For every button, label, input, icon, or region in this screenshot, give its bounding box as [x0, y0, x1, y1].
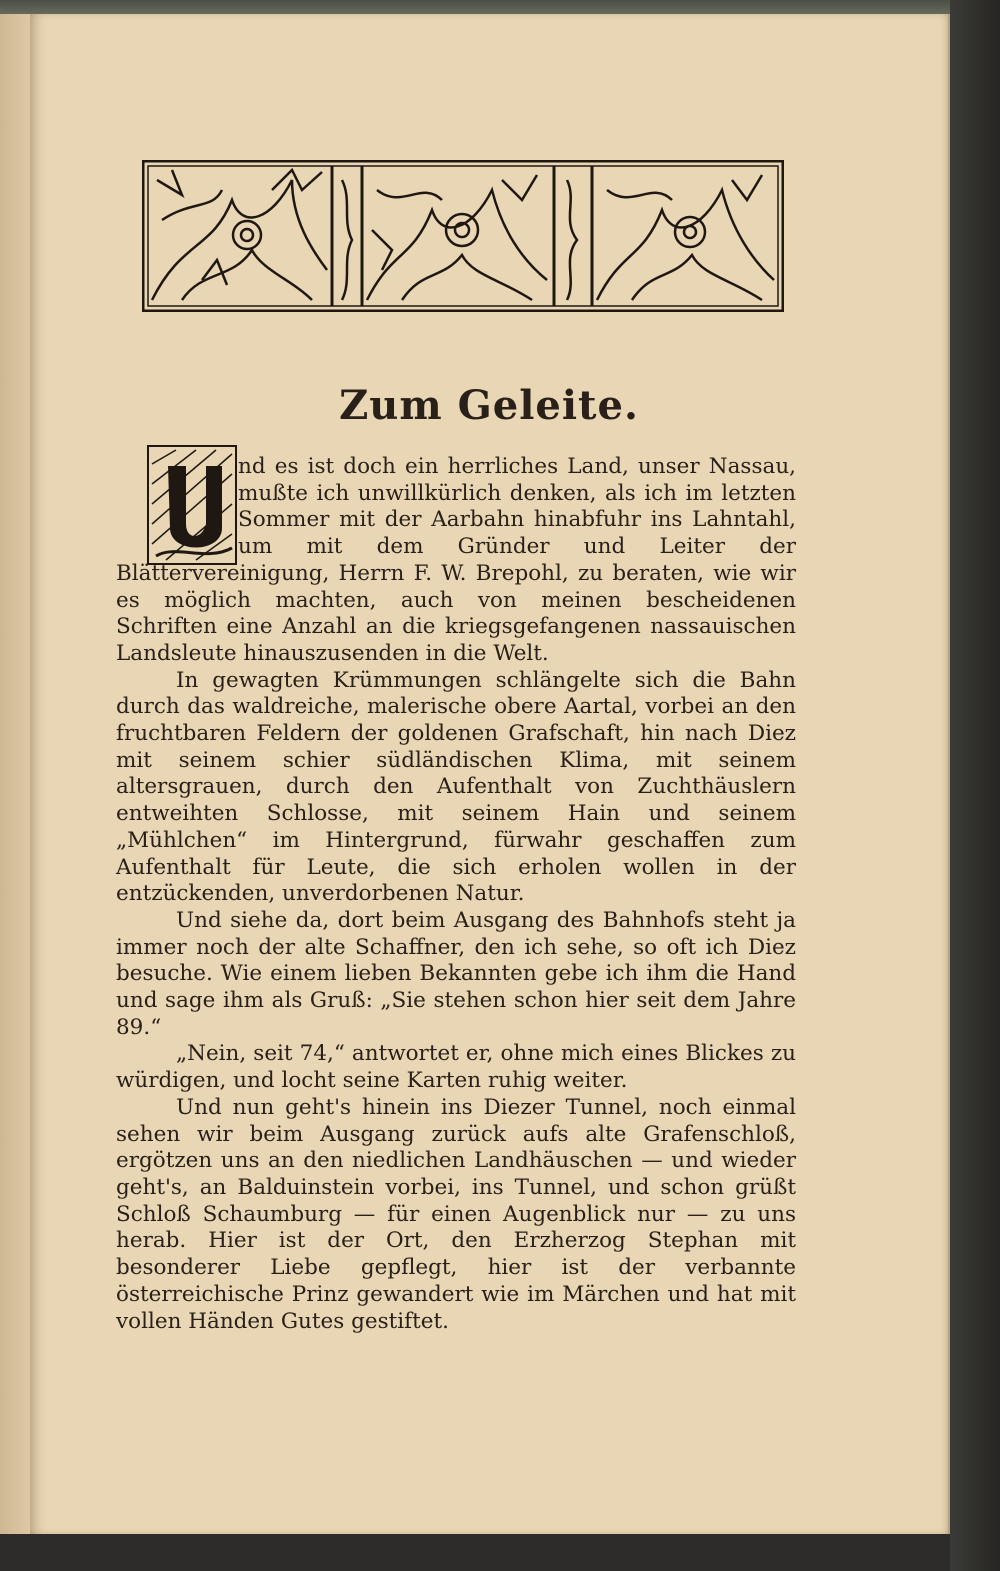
paragraph-4: „Nein, seit 74,“ antwortet er, ohne mich eines Blickes zu würdigen, und locht seine Karten ruhig weiter. [116, 1041, 796, 1094]
paragraph-1: nd es ist doch ein herrliches Land, unser Nassau, mußte ich unwillkürlich denken, als ich im letzten Sommer mit der Aarbahn hinabfuhr ins Lahntahl, um mit dem Gründer und Leiter der Blättervereinigung, Herrn F. W. Brepohl, zu beraten, wie wir es möglich machten, auch von meinen bescheidenen Schriften eine Anzahl an die kriegsgefangenen nassauischen Landsleute hinauszusenden in die Welt. [116, 454, 796, 666]
page-title: Zum Geleite. [339, 382, 639, 429]
scan-border-right [950, 0, 1000, 1571]
drop-cap-letter: U [191, 514, 193, 515]
paragraph-3: Und siehe da, dort beim Ausgang des Bahnhofs steht ja immer noch der alte Schaffner, den ich sehe, so oft ich Diez besuche. Wie einem lieben Bekannten gebe ich ihm die Hand und sage ihm als Gruß: „Sie stehen schon hier seit dem Jahre 89.“ [116, 907, 796, 1040]
drop-cap-space [116, 454, 238, 560]
body-text [116, 454, 796, 1335]
page-edge [0, 14, 34, 1534]
paragraph-5: Und nun geht's hinein ins Diezer Tunnel, noch einmal sehen wir beim Ausgang zurück aufs alte Grafenschloß, ergötzen uns an den niedlichen Landhäuschen — und wieder geht's, an Balduinstein vorbei, ins Tunnel, und schon grüßt Schloß Schaumburg — für einen Augenblick nur — zu uns herab. Hier ist der Ort, den Erzherzog Stephan mit besonderer Liebe gepflegt, hier ist der verbannte österreichische Prinz gewandert wie im Märchen und hat mit vollen Händen Gutes gestiftet. [116, 1094, 796, 1334]
header-ornament-icon [142, 160, 784, 312]
book-page [30, 14, 950, 1534]
paragraph-2: In gewagten Krümmungen schlängelte sich die Bahn durch das waldreiche, malerische obere Aartal, vorbei an den fruchtbaren Feldern der goldenen Grafschaft, hin nach Diez mit seinem schier südländischen Klima, mit seinem altersgrauen, durch den Aufenthalt von Zuchthäuslern entweihten Schlosse, mit seinem Hain und seinem „Mühlchen“ im Hintergrund, fürwahr geschaffen zum Aufenthalt für Leute, die sich erholen wollen in der entzückenden, unverdorbenen Natur. [116, 667, 796, 907]
